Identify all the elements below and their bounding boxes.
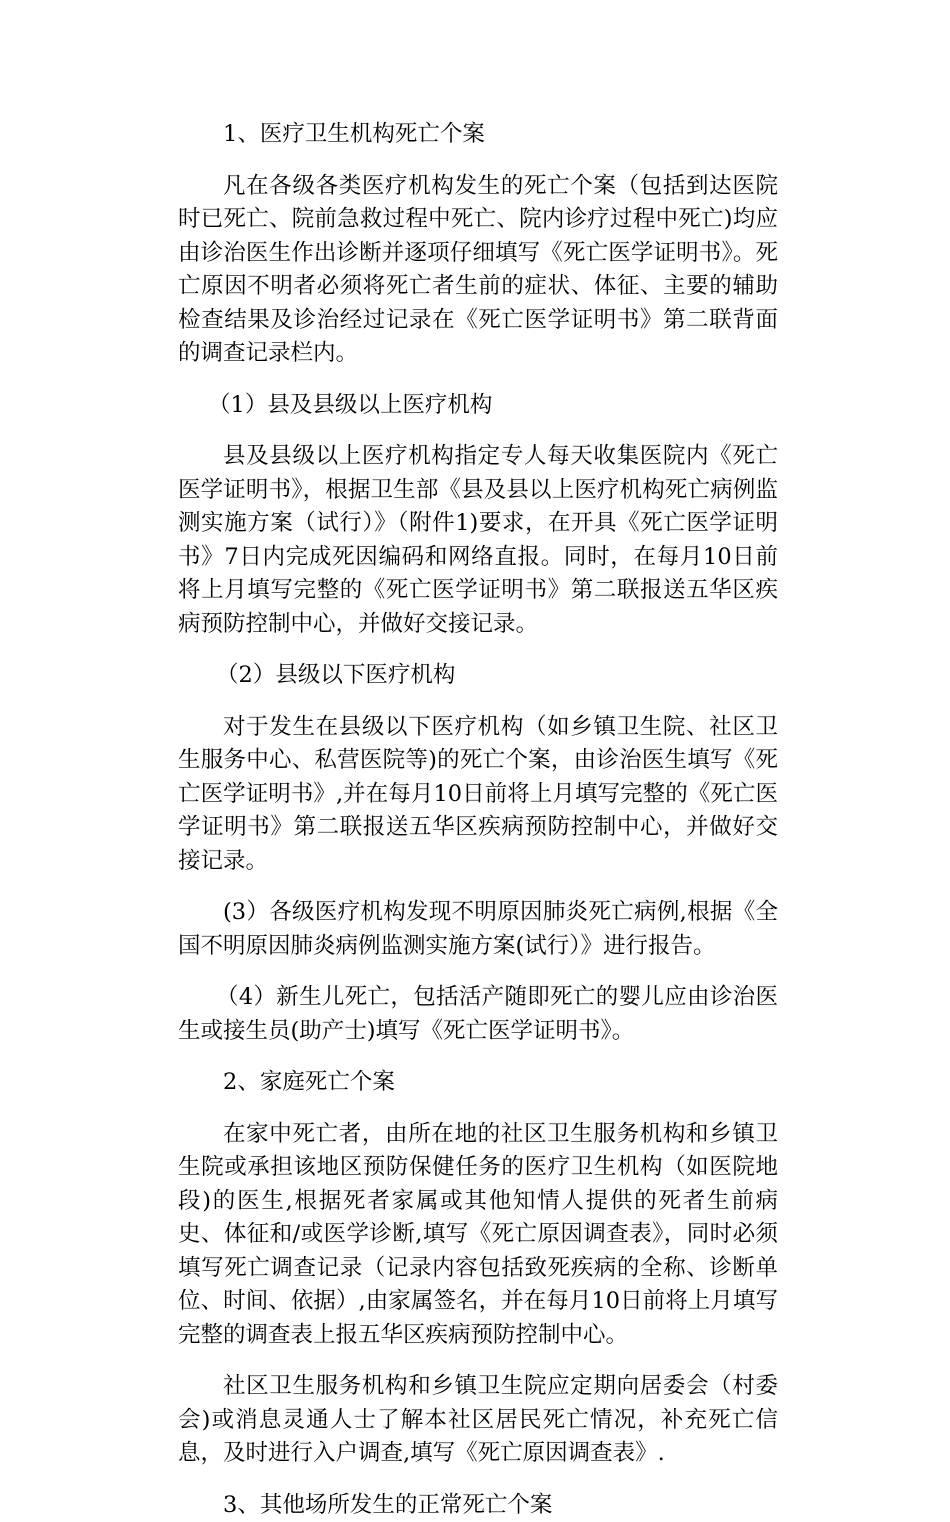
section-heading-other-places: 3、其他场所发生的正常死亡个案 [178, 1489, 778, 1522]
paragraph-pneumonia-reporting: (3）各级医疗机构发现不明原因肺炎死亡病例,根据《全国不明原因肺炎病例监测实施方案(试行）》进行报告。 [178, 896, 778, 963]
section-heading-home-deaths: 2、家庭死亡个案 [178, 1066, 778, 1100]
paragraph-county-level-institutions: 县及县级以上医疗机构指定专人每天收集医院内《死亡医学证明书》，根据卫生部《县及县以上医疗机构死亡病例监测实施方案（试行）》（附件1)要求，在开具《死亡医学证明书》7日内完成死因编码和网络直报。同时，在每月10日前将上月填写完整的《死亡医学证明书》第二联报送五华区疾病预防控制中心，并做好交接记录。 [178, 440, 778, 641]
paragraph-home-deaths: 在家中死亡者，由所在地的社区卫生服务机构和乡镇卫生院或承担该地区预防保健任务的医疗卫生机构（如医院地段)的医生,根据死者家属或其他知情人提供的死者生前病史、体征和/或医学诊断,填写《死亡原因调查表》，同时必须填写死亡调查记录（记录内容包括致死疾病的全称、诊断单位、时间、依据）,由家属签名，并在每月10日前将上月填写完整的调查表上报五华区疾病预防控制中心。 [178, 1118, 778, 1353]
paragraph-newborn-deaths: （4）新生儿死亡，包括活产随即死亡的婴儿应由诊治医生或接生员(助产士)填写《死亡医学证明书》。 [178, 981, 778, 1048]
document-body [178, 118, 778, 1522]
section-heading-medical-institution-deaths: 1、医疗卫生机构死亡个案 [178, 118, 778, 152]
subheading-below-county-institutions: （2）县级以下医疗机构 [178, 659, 778, 693]
paragraph-community-followup: 社区卫生服务机构和乡镇卫生院应定期向居委会（村委会)或消息灵通人士了解本社区居民死亡情况，补充死亡信息，及时进行入户调查,填写《死亡原因调查表》. [178, 1370, 778, 1471]
subheading-county-level-institutions: （1）县及县级以上医疗机构 [178, 389, 778, 423]
paragraph-medical-institution-deaths: 凡在各级各类医疗机构发生的死亡个案（包括到达医院时已死亡、院前急救过程中死亡、院内诊疗过程中死亡)均应由诊治医生作出诊断并逐项仔细填写《死亡医学证明书》。死亡原因不明者必须将死亡者生前的症状、体征、主要的辅助检查结果及诊治经过记录在《死亡医学证明书》第二联背面的调查记录栏内。 [178, 170, 778, 371]
paragraph-below-county-institutions: 对于发生在县级以下医疗机构（如乡镇卫生院、社区卫生服务中心、私营医院等)的死亡个案，由诊治医生填写《死亡医学证明书》,并在每月10日前将上月填写完整的《死亡医学证明书》第二联报送五华区疾病预防控制中心，并做好交接记录。 [178, 711, 778, 879]
